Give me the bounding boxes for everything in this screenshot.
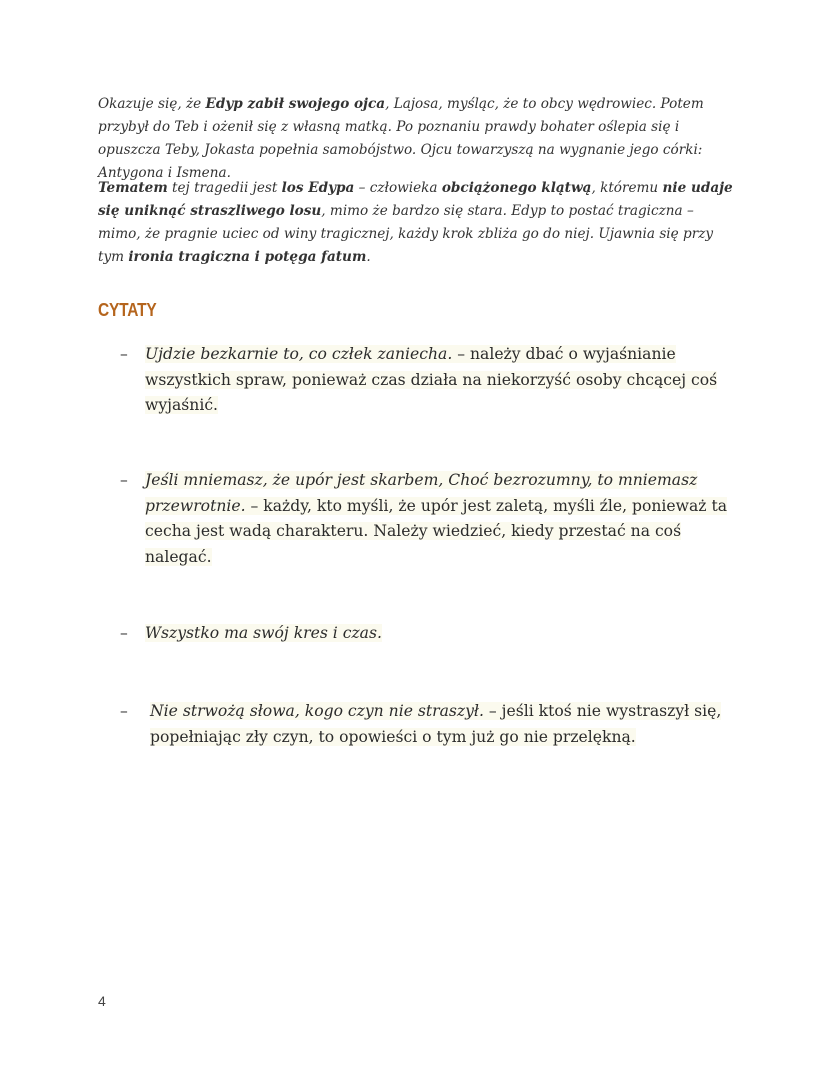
quote-list-item xyxy=(120,699,740,750)
quote-explanation: – każdy, kto myśli, że upór jest zaletą, myśli źle, ponieważ ta cecha jest wadą charakteru. Należy wiedzieć, kiedy przestać na coś nalegać. xyxy=(145,496,728,566)
list-dash: – xyxy=(120,345,128,363)
theme-paragraph xyxy=(98,177,738,269)
paragraph-bold-text: Tematem xyxy=(98,180,168,196)
paragraph-text: , mimo że bardzo się stara. Edyp to postać tragiczna – mimo, że pragnie uciec od winy tragicznej, każdy krok zbliża go do niej. Ujawnia się przy tym xyxy=(98,203,714,265)
section-heading: CYTATY xyxy=(98,300,157,320)
paragraph-bold-text: nie udaje się uniknąć straszliwego losu xyxy=(98,180,733,219)
list-dash: – xyxy=(120,702,128,720)
paragraph-text: tej tragedii jest xyxy=(167,180,282,196)
quote-explanation: – jeśli ktoś nie wystraszył się, popełniając zły czyn, to opowieści o tym już go nie przelękną. xyxy=(150,702,722,746)
paragraph-text: – człowieka xyxy=(354,180,442,196)
intro-paragraph xyxy=(98,93,738,185)
paragraph-text: , Lajosa, myśląc, że to obcy wędrowiec. Potem przybył do Teb i ożenił się z własną matką. Po poznaniu prawdy bohater oślepia się i opuszcza Teby, Jokasta popełnia samobójstwo. Ojcu towarzyszą na wygnanie jego córki: Antygona i Ismena. xyxy=(98,96,704,181)
list-dash: – xyxy=(120,624,128,642)
quote-explanation: – należy dbać o wyjaśnianie wszystkich spraw, ponieważ czas działa na niekorzyść osoby chcącej coś wyjaśnić. xyxy=(145,345,718,414)
paragraph-text: , któremu xyxy=(591,180,663,196)
quote-list-item xyxy=(120,621,740,647)
quote-text: Nie strwożą słowa, kogo czyn nie straszył. xyxy=(150,702,484,720)
quote-text: Jeśli mniemasz, że upór jest skarbem, Choć bezrozumny, to mniemasz przewrotnie. xyxy=(145,471,698,515)
paragraph-text: Okazuje się, że xyxy=(98,96,206,112)
paragraph-bold-text: Edyp zabił swojego ojca xyxy=(205,96,386,112)
paragraph-bold-text: ironia tragiczna i potęga fatum xyxy=(128,249,367,265)
quote-text: Wszystko ma swój kres i czas. xyxy=(145,624,382,642)
list-dash: – xyxy=(120,471,128,489)
quote-list-item xyxy=(120,468,740,570)
paragraph-bold-text: los Edypa xyxy=(281,180,355,196)
paragraph-bold-text: obciążonego klątwą xyxy=(441,180,592,196)
paragraph-text: . xyxy=(366,249,371,265)
page-number: 4 xyxy=(98,993,106,1009)
quote-list-item xyxy=(120,342,740,419)
quote-text: Ujdzie bezkarnie to, co człek zaniecha. xyxy=(145,345,453,363)
